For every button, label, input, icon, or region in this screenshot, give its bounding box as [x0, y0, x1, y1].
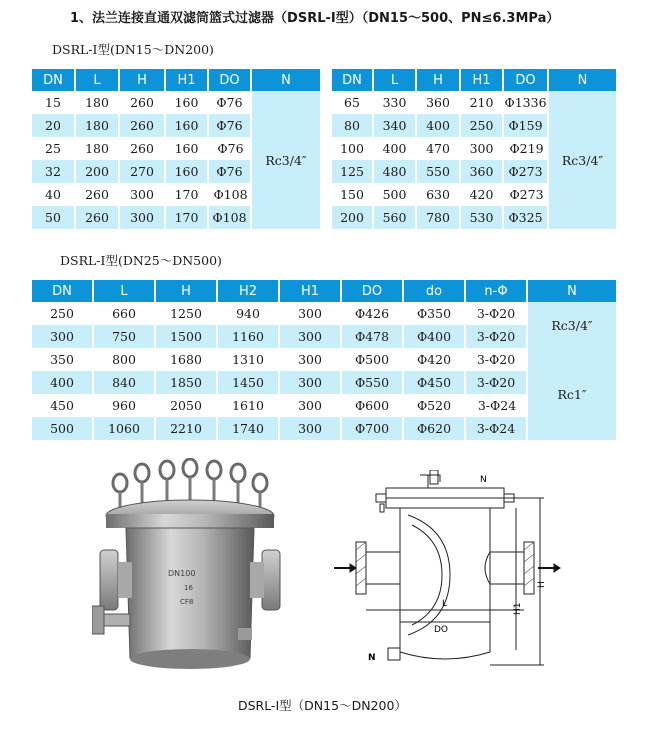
table-cell: 1250 [156, 302, 218, 325]
table-cell: 1160 [218, 325, 280, 348]
table-cell: Φ273 [504, 160, 549, 183]
table-cell: 500 [32, 417, 94, 440]
table-cell: 170 [166, 183, 209, 206]
col-header: DN [32, 69, 76, 91]
table-cell: 300 [280, 348, 342, 371]
col-header: N [549, 69, 616, 91]
table-cell: 260 [120, 137, 166, 160]
table-cell: 160 [166, 137, 209, 160]
table-cell: 360 [417, 91, 461, 114]
table2 [32, 280, 616, 440]
col-header: H [417, 69, 461, 91]
table-cell: 2210 [156, 417, 218, 440]
table-cell: Φ76 [209, 160, 252, 183]
table-cell: Φ550 [342, 371, 404, 394]
table-cell: 3-Φ20 [466, 302, 528, 325]
col-header: H1 [166, 69, 209, 91]
label-n-top: N [480, 475, 487, 485]
table-row [32, 348, 616, 371]
table-cell: 2050 [156, 394, 218, 417]
table-cell: Φ159 [504, 114, 549, 137]
table-cell: 260 [76, 183, 120, 206]
label-h1: H1 [513, 602, 523, 615]
table-cell: 160 [166, 160, 209, 183]
table-cell: 550 [417, 160, 461, 183]
table-cell: 3-Φ24 [466, 394, 528, 417]
table-cell: 80 [332, 114, 374, 137]
table-cell: 800 [94, 348, 156, 371]
table-cell: 20 [32, 114, 76, 137]
figure-caption: DSRL-Ⅰ型（DN15～DN200） [238, 698, 407, 713]
table-cell: 180 [76, 91, 120, 114]
table1-title: DSRL-Ⅰ型(DN15～DN200) [52, 42, 214, 57]
table-cell: Φ478 [342, 325, 404, 348]
table1-left [32, 69, 320, 229]
table1-right [332, 69, 616, 229]
table-cell: Φ273 [504, 183, 549, 206]
table-cell: 1680 [156, 348, 218, 371]
table-cell: Φ400 [404, 325, 466, 348]
table-cell: 260 [120, 114, 166, 137]
col-header: H1 [280, 280, 342, 302]
table-cell: 25 [32, 137, 76, 160]
table-cell: Φ76 [209, 114, 252, 137]
table-cell: 200 [76, 160, 120, 183]
table-cell: 65 [332, 91, 374, 114]
table-cell: Φ76 [209, 137, 252, 160]
table1-right-header-row [332, 69, 616, 91]
col-header: H [120, 69, 166, 91]
label-l: L [442, 599, 448, 609]
table-cell: 300 [120, 206, 166, 229]
table-cell: 250 [461, 114, 504, 137]
table-cell: 450 [32, 394, 94, 417]
col-header: H1 [461, 69, 504, 91]
table-cell: 210 [461, 91, 504, 114]
table-cell: 250 [32, 302, 94, 325]
table-cell: 160 [166, 91, 209, 114]
photo-text-material: CF8 [180, 598, 194, 606]
table-cell: 560 [374, 206, 417, 229]
table-cell: 1060 [94, 417, 156, 440]
table-cell: Φ350 [404, 302, 466, 325]
col-header: DO [342, 280, 404, 302]
table-cell: 960 [94, 394, 156, 417]
col-header: N [252, 69, 320, 91]
table-cell: 300 [280, 302, 342, 325]
table-cell: 180 [76, 137, 120, 160]
table-cell: 180 [76, 114, 120, 137]
table-cell: 1310 [218, 348, 280, 371]
table-cell: 360 [461, 160, 504, 183]
table-cell: Φ76 [209, 91, 252, 114]
label-do: DO [434, 625, 449, 635]
table-cell: Φ600 [342, 394, 404, 417]
table-cell: 660 [94, 302, 156, 325]
table-cell: 150 [332, 183, 374, 206]
col-header: DO [209, 69, 252, 91]
table-cell: 3-Φ20 [466, 348, 528, 371]
table-cell: 40 [32, 183, 76, 206]
table-cell: 750 [94, 325, 156, 348]
col-header: L [94, 280, 156, 302]
table-cell: Φ1336 [504, 91, 549, 114]
filter-product-photo [92, 458, 292, 688]
table-cell: 1850 [156, 371, 218, 394]
table-cell: 50 [32, 206, 76, 229]
table-cell: 300 [280, 394, 342, 417]
n-cell: Rc1″ [528, 348, 616, 440]
table-cell: 350 [32, 348, 94, 371]
col-header: n-Φ [466, 280, 528, 302]
table-cell: 260 [120, 91, 166, 114]
table-row [332, 91, 616, 114]
col-header: DN [32, 280, 94, 302]
table-cell: 500 [374, 183, 417, 206]
col-header: N [528, 280, 616, 302]
table-cell: Φ620 [404, 417, 466, 440]
photo-text-pn: 16 [184, 584, 193, 592]
table1-left-header-row [32, 69, 320, 91]
table-cell: 1500 [156, 325, 218, 348]
table-cell: 125 [332, 160, 374, 183]
table-cell: 300 [32, 325, 94, 348]
table-cell: Φ450 [404, 371, 466, 394]
table-cell: 400 [417, 114, 461, 137]
table-cell: 3-Φ20 [466, 325, 528, 348]
col-header: H2 [218, 280, 280, 302]
table-cell: 300 [461, 137, 504, 160]
table-cell: 840 [94, 371, 156, 394]
table-cell: 1610 [218, 394, 280, 417]
table2-header-row [32, 280, 616, 302]
table-cell: 330 [374, 91, 417, 114]
table-cell: 1450 [218, 371, 280, 394]
table-cell: Φ108 [209, 183, 252, 206]
table-cell: 940 [218, 302, 280, 325]
table-cell: 15 [32, 91, 76, 114]
col-header: do [404, 280, 466, 302]
table-cell: 300 [280, 417, 342, 440]
table-cell: Φ500 [342, 348, 404, 371]
table-cell: Φ420 [404, 348, 466, 371]
table-cell: 160 [166, 114, 209, 137]
col-header: H [156, 280, 218, 302]
n-cell: Rc3/4″ [528, 302, 616, 348]
table-row [32, 302, 616, 325]
col-header: L [76, 69, 120, 91]
col-header: DN [332, 69, 374, 91]
table-row [32, 91, 320, 114]
page-heading: 1、法兰连接直通双滤筒篮式过滤器（DSRL-Ⅰ型）（DN15～500、PN≤6.3MPa） [70, 11, 560, 26]
table-cell: 270 [120, 160, 166, 183]
table-cell: 400 [32, 371, 94, 394]
table-cell: 480 [374, 160, 417, 183]
table-cell: Φ426 [342, 302, 404, 325]
table-cell: 630 [417, 183, 461, 206]
table-cell: Φ108 [209, 206, 252, 229]
table-cell: 400 [374, 137, 417, 160]
table-cell: 470 [417, 137, 461, 160]
table-cell: 300 [120, 183, 166, 206]
table-cell: Φ219 [504, 137, 549, 160]
table-cell: Φ520 [404, 394, 466, 417]
table-cell: 260 [76, 206, 120, 229]
photo-text-dn: DN100 [168, 569, 196, 578]
table-cell: 1740 [218, 417, 280, 440]
col-header: L [374, 69, 417, 91]
table-cell: Φ325 [504, 206, 549, 229]
technical-drawing [330, 470, 590, 685]
table-cell: Φ700 [342, 417, 404, 440]
table-cell: 530 [461, 206, 504, 229]
table-cell: 3-Φ24 [466, 417, 528, 440]
table-cell: 200 [332, 206, 374, 229]
table2-title: DSRL-Ⅰ型(DN25～DN500) [60, 253, 222, 268]
n-cell: Rc3/4″ [252, 91, 320, 229]
table-cell: 170 [166, 206, 209, 229]
table-cell: 420 [461, 183, 504, 206]
table-cell: 300 [280, 325, 342, 348]
table-cell: 32 [32, 160, 76, 183]
table-cell: 100 [332, 137, 374, 160]
table-cell: 780 [417, 206, 461, 229]
col-header: DO [504, 69, 549, 91]
label-n-bottom: N [368, 653, 376, 663]
table-cell: 3-Φ20 [466, 371, 528, 394]
label-h: H [537, 581, 547, 588]
table-cell: 300 [280, 371, 342, 394]
table-cell: 340 [374, 114, 417, 137]
n-cell: Rc3/4″ [549, 91, 616, 229]
